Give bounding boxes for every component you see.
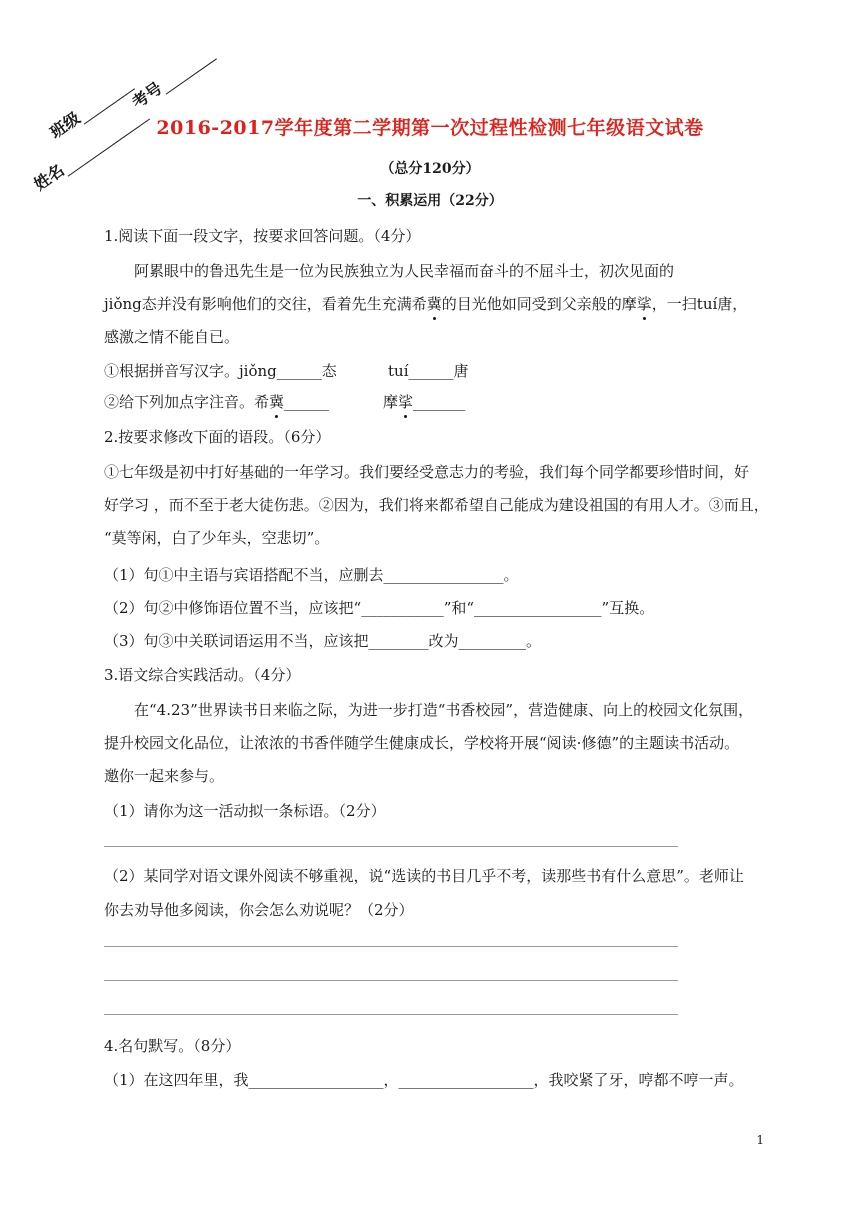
dotted-char: 挲 — [398, 393, 414, 411]
q2-sub1[interactable]: （1）句①中主语与宾语搭配不当，应删去________________。 — [104, 566, 519, 584]
total-score: （总分120分） — [380, 161, 480, 177]
name-label: 姓名 — [30, 160, 68, 195]
q2-heading: 2.按要求修改下面的语段。（6分） — [104, 428, 331, 446]
q3-sub2-line: 你去劝导他多阅读，你会怎么劝说呢？（2分） — [104, 901, 414, 919]
q3-sub2-line: （2）某同学对语文课外阅读不够重视，说“选读的书目几乎不考，读那些书有什么意思”。老师让 — [104, 867, 744, 885]
q1-heading: 1.阅读下面一段文字，按要求回答问题。（4分） — [104, 227, 421, 245]
q2-sub2[interactable]: （2）句②中修饰语位置不当，应该把“___________”和“_________________”互换。 — [104, 599, 655, 617]
answer-line[interactable] — [104, 1014, 678, 1015]
q3-passage-line: 提升校园文化品位，让浓浓的书香伴随学生健康成长，学校将开展“阅读·修德”的主题读书活动。 — [104, 734, 740, 752]
exam-no-label: 考号 — [128, 78, 166, 113]
page-number: 1 — [756, 1133, 764, 1147]
q3-sub1: （1）请你为这一活动拟一条标语。（2分） — [104, 802, 386, 820]
answer-line[interactable] — [104, 946, 678, 947]
dotted-char: 挲 — [636, 295, 652, 313]
q2-passage-line: ①七年级是初中打好基础的一年学习。我们要经受意志力的考验，我们每个同学都要珍惜时间，好 — [104, 463, 750, 481]
q4-heading: 4.名句默写。（8分） — [104, 1037, 241, 1055]
exam-no-blank[interactable] — [158, 47, 217, 95]
answer-line[interactable] — [104, 980, 678, 981]
q4-sub1[interactable]: （1）在这四年里，我__________________，__________________，我咬紧了牙，哼都不哼一声。 — [104, 1071, 744, 1089]
q1-sub2[interactable]: ②给下列加点字注音。希冀______ — [104, 393, 330, 411]
page-title: 2016-2017学年度第二学期第一次过程性检测七年级语文试卷 — [156, 117, 704, 139]
section-heading: 一、积累运用（22分） — [357, 193, 503, 209]
q2-passage-line: 好学习 ，而不至于老大徒伤悲。②因为，我们将来都希望自己能成为建设祖国的有用人才。③而且， — [104, 496, 769, 514]
q1-sub1[interactable]: ①根据拼音写汉字。jiǒng______态 — [104, 362, 337, 380]
q3-heading: 3.语文综合实践活动。（4分） — [104, 666, 301, 684]
q1-passage-line: 阿累眼中的鲁迅先生是一位为民族独立为人民幸福而奋斗的不屈斗士，初次见面的 — [134, 262, 675, 280]
dotted-char: 冀 — [269, 393, 285, 411]
q3-passage-line: 邀你一起来参与。 — [104, 767, 225, 785]
exam-no-field — [127, 40, 217, 113]
class-label: 班级 — [46, 108, 84, 143]
q1-passage-line: jiǒng态并没有影响他们的交往，看着先生充满希冀的目光他如同受到父亲般的摩挲，一扫tuí唐， — [104, 295, 748, 313]
q2-passage-line: “莫等闲，白了少年头，空悲切”。 — [104, 529, 330, 547]
answer-line[interactable] — [104, 846, 678, 847]
q1-sub1-b[interactable]: tuí______唐 — [388, 362, 469, 380]
q1-passage-line: 感激之情不能自已。 — [104, 328, 240, 346]
q2-sub3[interactable]: （3）句③中关联词语运用不当，应该把________改为_________。 — [104, 632, 542, 650]
q3-passage-line: 在“4.23”世界读书日来临之际，为进一步打造“书香校园”，营造健康、向上的校园文化氛围， — [134, 701, 754, 719]
q1-sub2-b[interactable]: 摩挲_______ — [383, 393, 466, 411]
dotted-char: 冀 — [426, 295, 442, 313]
